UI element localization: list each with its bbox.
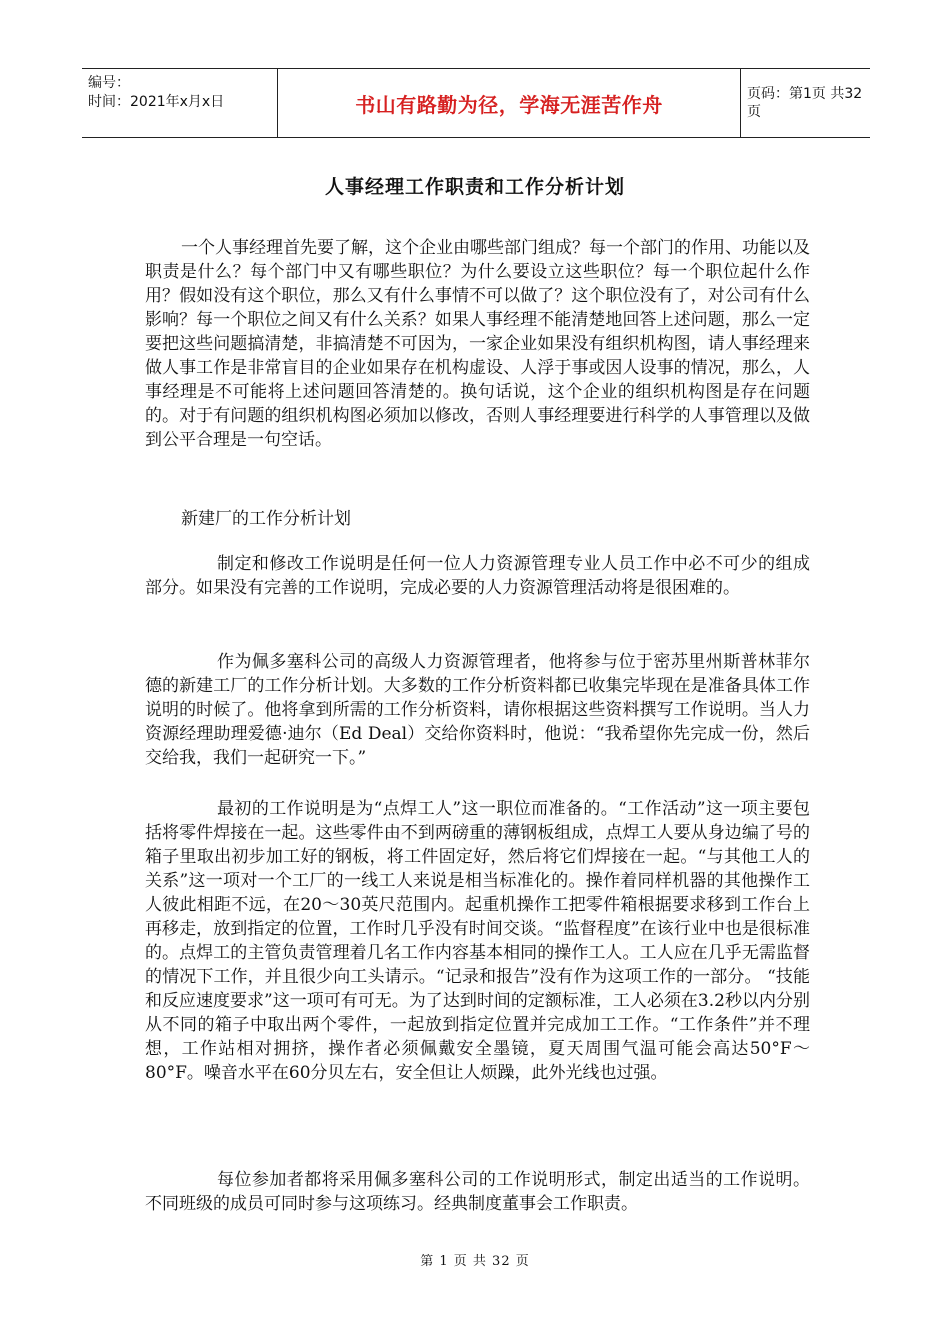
paragraph-spot-welder: 最初的工作说明是为“点焊工人”这一职位而准备的。“工作活动”这一项主要包括将零件焊接在一起。这些零件由不到两磅重的薄钢板组成，点焊工人要从身边编了号的箱子里取出初步加工好的钢板，将工件固定好，然后将它们焊接在一起。“与其他工人的关系”这一项对一个工厂的一线工人来说是相当标准化的。操作着同样机器的其他操作工人彼此相距不远，在20～30英尺范围内。起重机操作工把零件箱根据要求移到工作台上再移走，放到指定的位置，工作时几乎没有时间交谈。“监督程度”在该行业中也是很标准的。点焊工的主管负责管理着几名工作内容基本相同的操作工人。工人应在几乎无需监督的情况下工作，并且很少向工头请示。“记录和报告”没有作为这项工作的一部分。 “技能和反应速度要求”这一项可有可无。为了达到时间的定额标准，工人必须在3.2秒以内分别从不同的箱子中取出两个零件，一起放到指定位置并完成加工工作。“工作条件”并不理想，工作站相对拥挤，操作者必须佩戴安全墨镜，夏天周围气温可能会高达50°F～80°F。噪音水平在60分贝左右，安全但让人烦躁，此外光线也过强。 (145, 799, 810, 1083)
document-number-label: 编号： (88, 75, 130, 91)
document-time-label: 时间：2021年x月x日 (88, 94, 225, 110)
page-footer: 第 1 页 共 32 页 (420, 1254, 530, 1269)
document-header (82, 68, 870, 138)
motto-text: 书山有路勤为径，学海无涯苦作舟 (355, 92, 663, 117)
header-page-info: 页码：第1页 共32页 (747, 86, 863, 120)
header-meta-cell (82, 69, 277, 137)
section-heading: 新建厂的工作分析计划 (181, 509, 351, 529)
paragraph-intro: 一个人事经理首先要了解，这个企业由哪些部门组成？每一个部门的作用、功能以及职责是什么？每个部门中又有哪些职位？为什么要设立这些职位？每一个职位起什么作用？假如没有这个职位，那么又有什么事情不可以做了？这个职位没有了，对公司有什么影响？每一个职位之间又有什么关系？如果人事经理不能清楚地回答上述问题，那么一定要把这些问题搞清楚，非搞清楚不可因为，一家企业如果没有组织机构图，请人事经理来做人事工作是非常盲目的企业如果存在机构虚设、人浮于事或因人设事的情况，那么，人事经理是不可能将上述问题回答清楚的。换句话说，这个企业的组织机构图是存在问题的。对于有问题的组织机构图必须加以修改，否则人事经理要进行科学的人事管理以及做到公平合理是一句空话。 (145, 238, 810, 450)
paragraph-exercise: 每位参加者都将采用佩多塞科公司的工作说明形式，制定出适当的工作说明。不同班级的成员可同时参与这项练习。经典制度董事会工作职责。 (145, 1170, 810, 1214)
paragraph-company-plan: 作为佩多塞科公司的高级人力资源管理者，他将参与位于密苏里州斯普林菲尔德的新建工厂的工作分析计划。大多数的工作分析资料都已收集完毕现在是准备具体工作说明的时候了。他将拿到所需的工作分析资料，请你根据这些资料撰写工作说明。当人力资源经理助理爱德·迪尔（Ed Deal）交给你资料时，他说：“我希望你先完成一份，然后交给我，我们一起研究一下。” (145, 652, 810, 768)
paragraph-job-description: 制定和修改工作说明是任何一位人力资源管理专业人员工作中必不可少的组成部分。如果没有完善的工作说明，完成必要的人力资源管理活动将是很困难的。 (145, 554, 810, 598)
header-motto-cell (277, 69, 741, 137)
header-page-cell (739, 69, 870, 137)
document-title: 人事经理工作职责和工作分析计划 (324, 176, 625, 198)
